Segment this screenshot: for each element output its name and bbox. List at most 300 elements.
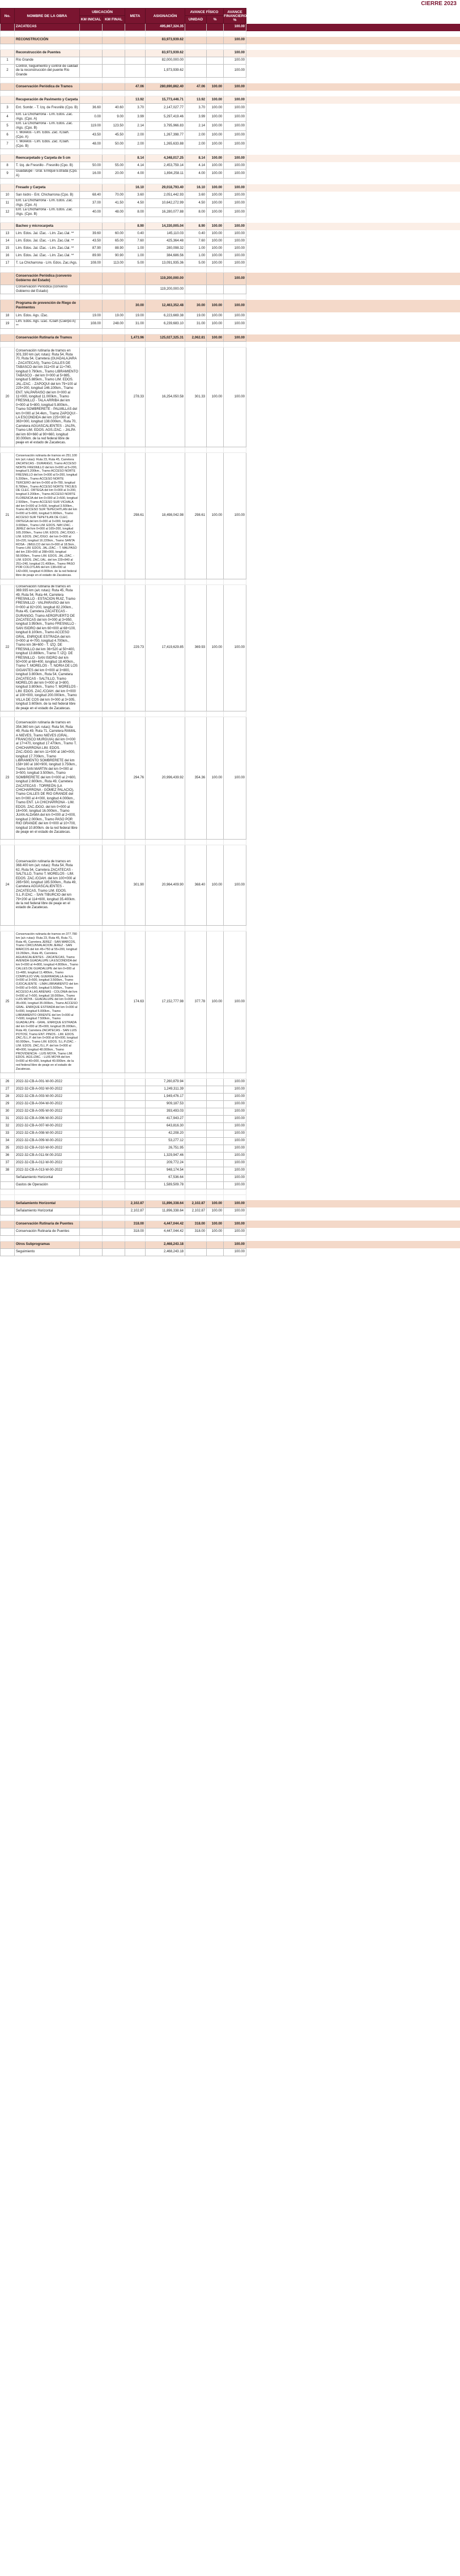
row-number: 18 — [1, 312, 15, 320]
row-spacer — [246, 91, 460, 96]
avance-financiero: 100.00 — [224, 192, 246, 199]
km-inicial — [80, 1145, 103, 1152]
avance-financiero: 100.00 — [224, 199, 246, 208]
work-name: Programa de prevención de Riego de Pavimentos — [15, 300, 80, 312]
row-number: 2 — [1, 65, 15, 78]
work-name: Conservación Periódica (convenio Gobierno del Estado) — [15, 273, 80, 285]
work-name: Ent. La Chicharrona - Lím. Edos. Zac. /Ags. (Cpo. B) — [15, 122, 80, 131]
table-row — [1, 1228, 460, 1235]
row-number: 30 — [1, 1108, 15, 1115]
km-inicial — [80, 57, 103, 65]
spacer-row — [1, 91, 460, 96]
meta-value: 31.00 — [125, 320, 146, 329]
work-name: 2022-32-CB-A-012-W-00-2022 — [15, 1159, 80, 1167]
km-inicial: 43.50 — [80, 131, 103, 140]
empty-cell — [224, 329, 246, 334]
avance-pct — [207, 24, 224, 31]
work-name: Señalamiento Horizontal — [15, 1174, 80, 1181]
km-inicial — [80, 1200, 103, 1208]
work-name: 2022-32-CB-A-011-W-00-2022 — [15, 1152, 80, 1159]
empty-cell — [224, 294, 246, 300]
meta-value: 3.70 — [125, 104, 146, 113]
empty-cell — [125, 294, 146, 300]
asignacion-value: 280,098.32 — [146, 245, 185, 252]
state-row — [1, 24, 460, 31]
avance-unidad — [185, 1137, 207, 1145]
empty-cell — [1, 91, 15, 96]
km-final — [103, 1115, 125, 1122]
avance-unidad — [185, 285, 207, 294]
asignacion-value: 5,297,419.46 — [146, 113, 185, 122]
empty-cell — [125, 447, 146, 453]
spacer-row — [1, 1235, 460, 1241]
row-number: 24 — [1, 845, 15, 925]
km-final: 50.00 — [103, 140, 125, 149]
km-inicial — [80, 273, 103, 285]
km-inicial — [80, 1086, 103, 1093]
empty-cell — [224, 267, 246, 273]
row-number: 5 — [1, 122, 15, 131]
header-meta: META — [125, 9, 146, 24]
avance-financiero: 100.00 — [224, 1093, 246, 1100]
km-inicial — [80, 931, 103, 1073]
row-number: 28 — [1, 1093, 15, 1100]
work-name: Lím. Edos. Ags. /Zac. /Coah (Cuerpo A) ** — [15, 320, 80, 329]
row-spacer — [246, 24, 460, 31]
asignacion-value: 1,249,311.39 — [146, 1086, 185, 1093]
avance-financiero: 100.00 — [224, 1221, 246, 1228]
sub-row — [1, 96, 460, 104]
km-final: 70.00 — [103, 192, 125, 199]
empty-cell — [146, 1235, 185, 1241]
avance-financiero: 100.00 — [224, 312, 246, 320]
empty-cell — [103, 925, 125, 931]
row-number — [1, 24, 15, 31]
km-final — [103, 1208, 125, 1215]
empty-cell — [80, 294, 103, 300]
avance-financiero: 100.00 — [224, 223, 246, 230]
km-final — [103, 1159, 125, 1167]
meta-value — [125, 24, 146, 31]
avance-pct — [207, 1078, 224, 1086]
meta-value: 5.00 — [125, 260, 146, 267]
row-number: 36 — [1, 1152, 15, 1159]
asignacion-value: 948,174.54 — [146, 1167, 185, 1174]
km-final: 40.60 — [103, 104, 125, 113]
km-inicial: 16.00 — [80, 170, 103, 179]
meta-value: 13.92 — [125, 96, 146, 104]
empty-cell — [15, 179, 80, 184]
km-inicial — [80, 1221, 103, 1228]
empty-cell — [146, 31, 185, 37]
work-name: 2022-32-CB-A-009-W-00-2022 — [15, 1137, 80, 1145]
asignacion-value: 20,996,439.92 — [146, 717, 185, 839]
empty-cell — [80, 447, 103, 453]
row-spacer — [246, 37, 460, 44]
row-number: 32 — [1, 1122, 15, 1130]
km-inicial — [80, 83, 103, 91]
row-spacer — [246, 50, 460, 57]
empty-cell — [125, 149, 146, 155]
work-name: RECONSTRUCCIÓN — [15, 37, 80, 44]
avance-pct: 100.00 — [207, 162, 224, 170]
km-final — [103, 1100, 125, 1108]
empty-cell — [15, 1189, 80, 1194]
meta-value: 8.00 — [125, 208, 146, 217]
km-final — [103, 1167, 125, 1174]
avance-unidad: 4.14 — [185, 162, 207, 170]
row-spacer — [246, 925, 460, 931]
meta-value: 8.14 — [125, 155, 146, 162]
avance-financiero: 100.00 — [224, 104, 246, 113]
sub-row — [1, 155, 460, 162]
asignacion-value: 6,223,669.38 — [146, 312, 185, 320]
work-name: Recuperación de Pavimento y Carpeta — [15, 96, 80, 104]
table-row — [1, 1174, 460, 1181]
empty-cell — [185, 711, 207, 717]
avance-unidad — [185, 1086, 207, 1093]
row-spacer — [246, 260, 460, 267]
km-inicial — [80, 65, 103, 78]
row-number — [1, 285, 15, 294]
empty-cell — [207, 342, 224, 348]
row-spacer — [246, 44, 460, 50]
asignacion-value: 1,894,258.11 — [146, 170, 185, 179]
row-spacer — [246, 1115, 460, 1122]
row-number: 38 — [1, 1167, 15, 1174]
meta-value: 298.61 — [125, 453, 146, 579]
empty-cell — [80, 1073, 103, 1078]
asignacion-value: 83,973,939.62 — [146, 50, 185, 57]
spacer-row — [1, 1073, 460, 1078]
asignacion-value: 1,973,939.62 — [146, 65, 185, 78]
avance-pct — [207, 285, 224, 294]
work-name: Gastos de Operación — [15, 1181, 80, 1189]
empty-cell — [80, 342, 103, 348]
work-name: Conservación Periódica de Tramos — [15, 83, 80, 91]
row-spacer — [246, 1073, 460, 1078]
row-spacer — [246, 83, 460, 91]
meta-value: 47.06 — [125, 83, 146, 91]
meta-value — [125, 1078, 146, 1086]
asignacion-value: 2,147,027.77 — [146, 104, 185, 113]
km-inicial: 119.00 — [80, 122, 103, 131]
row-number: 16 — [1, 252, 15, 260]
row-number — [1, 1248, 15, 1256]
row-spacer — [246, 223, 460, 230]
row-spacer — [246, 78, 460, 83]
km-final — [103, 37, 125, 44]
asignacion-value: 17,419,629.85 — [146, 584, 185, 711]
meta-value: 7.60 — [125, 238, 146, 245]
empty-cell — [207, 217, 224, 223]
asignacion-value: 83,973,939.62 — [146, 37, 185, 44]
row-number — [1, 50, 15, 57]
row-spacer — [246, 1189, 460, 1194]
km-final: 19.00 — [103, 312, 125, 320]
km-final — [103, 1200, 125, 1208]
avance-financiero: 100.00 — [224, 1228, 246, 1235]
row-number: 31 — [1, 1115, 15, 1122]
km-inicial — [80, 1100, 103, 1108]
row-number — [1, 37, 15, 44]
empty-cell — [224, 1189, 246, 1194]
km-inicial — [80, 717, 103, 839]
avance-unidad: 5.00 — [185, 260, 207, 267]
spacer-row — [1, 329, 460, 334]
avance-financiero: 100.00 — [224, 1174, 246, 1181]
row-number: 35 — [1, 1145, 15, 1152]
asignacion-value: 384,686.56 — [146, 252, 185, 260]
empty-cell — [224, 217, 246, 223]
asignacion-value: 1,329,947.46 — [146, 1152, 185, 1159]
row-spacer — [246, 1221, 460, 1228]
row-spacer — [246, 1181, 460, 1189]
avance-unidad — [185, 50, 207, 57]
empty-cell — [1, 1235, 15, 1241]
work-name: T. La Chicharrona - Lím. Edos. Zac./Ags. — [15, 260, 80, 267]
asignacion-value: 1,267,398.77 — [146, 131, 185, 140]
table-row — [1, 113, 460, 122]
avance-financiero: 100.00 — [224, 1208, 246, 1215]
empty-cell — [15, 839, 80, 845]
empty-cell — [80, 839, 103, 845]
row-spacer — [246, 273, 460, 285]
empty-cell — [224, 711, 246, 717]
empty-cell — [80, 329, 103, 334]
row-spacer — [246, 579, 460, 584]
work-name: Guadalupe - Gral. Enrique Estrada (Cpo. A) — [15, 170, 80, 179]
avance-unidad: 1.00 — [185, 252, 207, 260]
empty-cell — [103, 839, 125, 845]
row-spacer — [246, 1215, 460, 1221]
empty-cell — [125, 44, 146, 50]
empty-cell — [1, 342, 15, 348]
row-spacer — [246, 1093, 460, 1100]
row-number: 26 — [1, 1078, 15, 1086]
km-inicial: 68.40 — [80, 192, 103, 199]
avance-pct: 100.00 — [207, 83, 224, 91]
row-number — [1, 1241, 15, 1248]
km-final — [103, 931, 125, 1073]
empty-cell — [207, 31, 224, 37]
row-number — [1, 1181, 15, 1189]
header-km-final: KM FINAL — [103, 16, 125, 24]
empty-cell — [103, 1235, 125, 1241]
sec-row — [1, 1200, 460, 1208]
avance-unidad: 3.99 — [185, 113, 207, 122]
empty-cell — [224, 1215, 246, 1221]
row-spacer — [246, 1200, 460, 1208]
km-final — [103, 1221, 125, 1228]
avance-unidad — [185, 1078, 207, 1086]
avance-financiero: 100.00 — [224, 83, 246, 91]
empty-cell — [185, 1189, 207, 1194]
meta-value — [125, 1248, 146, 1256]
avance-unidad: 19.00 — [185, 312, 207, 320]
empty-cell — [146, 925, 185, 931]
km-inicial — [80, 1078, 103, 1086]
work-name: Ent. La Chicharrona - Lím. Edos. Zac. /Ags. (Cpo. A) — [15, 199, 80, 208]
avance-unidad — [185, 24, 207, 31]
asignacion-value: 42,208.20 — [146, 1130, 185, 1137]
km-inicial: 87.90 — [80, 245, 103, 252]
avance-unidad: 2.00 — [185, 131, 207, 140]
row-number: 10 — [1, 192, 15, 199]
row-spacer — [246, 217, 460, 223]
meta-value — [125, 1159, 146, 1167]
avance-pct — [207, 1241, 224, 1248]
empty-cell — [146, 179, 185, 184]
km-inicial — [80, 334, 103, 342]
km-final: 88.90 — [103, 245, 125, 252]
km-inicial — [80, 1137, 103, 1145]
km-inicial: 50.00 — [80, 162, 103, 170]
km-final — [103, 1122, 125, 1130]
km-final — [103, 1248, 125, 1256]
km-inicial: 0.00 — [80, 113, 103, 122]
asignacion-value: 209,772.24 — [146, 1159, 185, 1167]
table-row — [1, 245, 460, 252]
km-final — [103, 348, 125, 447]
meta-value — [125, 50, 146, 57]
meta-value: 2.14 — [125, 122, 146, 131]
empty-cell — [224, 91, 246, 96]
avance-pct: 100.00 — [207, 208, 224, 217]
header-ubicacion: UBICACIÓN — [80, 9, 125, 16]
row-spacer — [246, 294, 460, 300]
avance-unidad: 377.78 — [185, 931, 207, 1073]
avance-pct: 100.00 — [207, 122, 224, 131]
km-inicial — [80, 1241, 103, 1248]
work-name: 2022-32-CB-A-005-W-00-2022 — [15, 1108, 80, 1115]
work-name: Señalamiento Horizontal — [15, 1200, 80, 1208]
meta-value — [125, 1086, 146, 1093]
km-inicial — [80, 24, 103, 31]
avance-financiero: 100.00 — [224, 717, 246, 839]
row-number: 15 — [1, 245, 15, 252]
row-spacer — [246, 140, 460, 149]
empty-cell — [207, 329, 224, 334]
empty-cell — [224, 78, 246, 83]
avance-financiero: 100.00 — [224, 1248, 246, 1256]
empty-cell — [80, 78, 103, 83]
empty-cell — [80, 1189, 103, 1194]
empty-cell — [185, 44, 207, 50]
meta-value — [125, 1130, 146, 1137]
empty-cell — [125, 1235, 146, 1241]
avance-pct — [207, 273, 224, 285]
row-number: 14 — [1, 238, 15, 245]
empty-cell — [15, 149, 80, 155]
row-number — [1, 1200, 15, 1208]
asignacion-value: 909,187.53 — [146, 1100, 185, 1108]
avance-pct — [207, 1181, 224, 1189]
asignacion-value: 53,277.12 — [146, 1137, 185, 1145]
table-row — [1, 65, 460, 78]
spacer-row — [1, 44, 460, 50]
empty-cell — [1, 925, 15, 931]
asignacion-value: 1,949,476.17 — [146, 1093, 185, 1100]
avance-pct: 100.00 — [207, 1200, 224, 1208]
km-inicial — [80, 1093, 103, 1100]
avance-pct: 100.00 — [207, 300, 224, 312]
row-spacer — [246, 245, 460, 252]
empty-cell — [224, 31, 246, 37]
asignacion-value: 13,091,935.36 — [146, 260, 185, 267]
work-name: Conservación rutinaria de tramos en 354.360 km (a/c rutas): Ruta 54, Ruta 49, Ruta 49, Ruta 71, Carretera RAMAL A NIEVES, Tramo NIEVES (GRAL. FRANCISCO MURGUIA) del km 0+000 al 17+470, longitud 17.470km., Tramo T. CHICHARRONA LIM. EDOS. ZAC./DGO. del km 11+500 al 160+000, longitud 17.700km., Tramo LIBRAMIENTO SOMBRERETE del km 158+160 al 160+900, longitud 3.750km., Tramo SAN MARTIN del km 0+000 al 3+500, longitud 3.500km., Tramo SOMBRERETE del km 0+000 al 2+600, longitud 2.600km., Ruta 49, Carretera ZACATECAS - TORREÓN (LA CHICHARRONA - GÓMEZ PALACIO), Tramo CALLES DE RIO GRANDE del km 0+000 al 4+000, longitud 4.000km., Tramo ENT. LA CHICHARRONA - LIM. EDOS. ZAC./DGO. del km 0+000 al 16+000, longitud 16.000km., Tramo JUAN ALDAMA del km 0+000 al 2+000, longitud 2.000km., Tramo PASO POR RIO GRANDE del km 0+000 al 10+700, longitud 10.800km. de la red federal libre de peaje en el estado de Zacatecas. — [15, 717, 80, 839]
work-name: Conservación Rutinaria de Tramos — [15, 334, 80, 342]
empty-cell — [15, 91, 80, 96]
empty-cell — [1, 329, 15, 334]
spacer-row — [1, 447, 460, 453]
asignacion-value: 6,239,683.10 — [146, 320, 185, 329]
asignacion-value: 11,896,338.64 — [146, 1208, 185, 1215]
spacer-row — [1, 925, 460, 931]
empty-cell — [15, 1073, 80, 1078]
empty-cell — [185, 1073, 207, 1078]
empty-cell — [125, 342, 146, 348]
row-spacer — [246, 57, 460, 65]
km-final: 123.50 — [103, 122, 125, 131]
km-final: 55.00 — [103, 162, 125, 170]
asignacion-value: 425,364.48 — [146, 238, 185, 245]
avance-financiero: 100.00 — [224, 131, 246, 140]
work-name: 2022-32-CB-A-006-W-00-2022 — [15, 1115, 80, 1122]
empty-cell — [185, 31, 207, 37]
empty-cell — [207, 1073, 224, 1078]
avance-pct: 100.00 — [207, 1208, 224, 1215]
table-row — [1, 1137, 460, 1145]
empty-cell — [224, 925, 246, 931]
row-spacer — [246, 1078, 460, 1086]
sub-row — [1, 184, 460, 192]
avance-unidad: 8.00 — [185, 208, 207, 217]
row-spacer — [246, 1208, 460, 1215]
work-name: Bacheo y microcarpeta — [15, 223, 80, 230]
work-name: Lím. Edos. Jal. /Zac. - Lím. Zac./Jal. ** — [15, 245, 80, 252]
asignacion-value: 17,152,777.98 — [146, 931, 185, 1073]
asignacion-value: 11,896,338.64 — [146, 1200, 185, 1208]
table-row — [1, 1152, 460, 1159]
empty-cell — [80, 579, 103, 584]
empty-cell — [15, 711, 80, 717]
km-inicial — [80, 1174, 103, 1181]
avance-financiero: 100.00 — [224, 245, 246, 252]
work-name: 2022-32-CB-A-001-W-00-2022 — [15, 1078, 80, 1086]
meta-value — [125, 1137, 146, 1145]
empty-cell — [146, 267, 185, 273]
avance-financiero: 100.00 — [224, 260, 246, 267]
asignacion-value: 125,027,325.31 — [146, 334, 185, 342]
empty-cell — [185, 1235, 207, 1241]
spacer-row — [1, 1189, 460, 1194]
avance-pct: 100.00 — [207, 334, 224, 342]
km-inicial: 36.60 — [80, 104, 103, 113]
km-inicial — [80, 845, 103, 925]
avance-pct: 100.00 — [207, 199, 224, 208]
empty-cell — [207, 267, 224, 273]
avance-financiero: 100.00 — [224, 57, 246, 65]
avance-unidad: 2,102.87 — [185, 1208, 207, 1215]
empty-cell — [224, 1073, 246, 1078]
table-row — [1, 238, 460, 245]
avance-financiero: 100.00 — [224, 1200, 246, 1208]
empty-cell — [125, 267, 146, 273]
table-row — [1, 1078, 460, 1086]
table-row — [1, 192, 460, 199]
avance-financiero: 100.00 — [224, 96, 246, 104]
